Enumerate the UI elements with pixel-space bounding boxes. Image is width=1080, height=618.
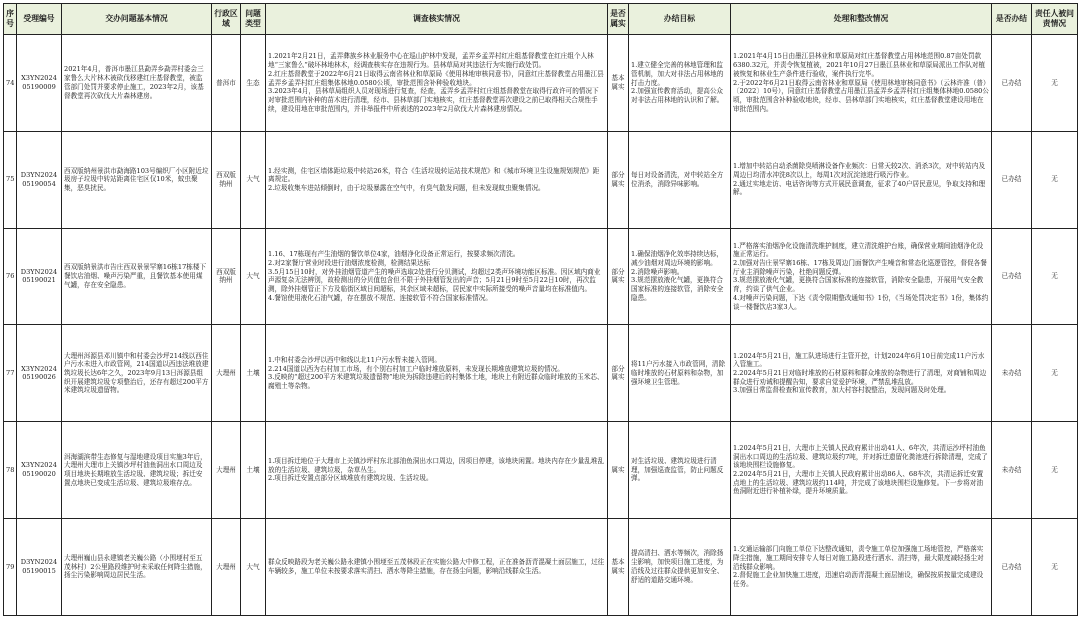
cell-type: 土壤 bbox=[241, 325, 266, 422]
cell-no: 77 bbox=[4, 325, 17, 422]
cell-goal: 每日对设备清洗，对中转站全方位消杀，消除异味影响。 bbox=[629, 131, 731, 228]
cell-investigation: 1.2021年2月21日，孟弄彝族乡林业服务中心在巡山护林中发现，孟弄乡孟弄村红庄组基督教堂在红庄组个人林地“三家鲁么”破坏林地林木，经调查核实存在违规行为。县林草局对其违法行为实施行政处罚。 2.红庄基督教堂于2022年6月21日取得云南省林业和草原局《使用林地审核同意书》，同意红庄基督教堂占用墨江县孟弄乡孟弄村红庄组集体林地0.0580公顷，审批范围含补种验收地块。 3.2023年4月，县林草局组织人员对现场进行复查，经查，孟弄乡孟弄村红庄组基督教堂在取得行政许可的情况下对审批范围内补种的苗木进行清理，经市、县林草部门实地核实，红庄基督教堂再次建设之前已取得相关合规性手续，建设用地在审批范围内，并非举报件中所表述的2023年2月砍伐大片森林建房情况。 bbox=[266, 35, 608, 132]
cell-verified: 部分属实 bbox=[608, 325, 629, 422]
cell-id: D3YN2024 05190015 bbox=[17, 518, 62, 615]
cell-accountability: 无 bbox=[1032, 228, 1078, 325]
cell-investigation: 1.16、17栋现有产生油烟的餐饮单位4家，油烟净化设备正常运行，按要求频次清洗。 2.对2家餐厅营业时段进行油烟浓度检测，检测结果达标 3.5月15日10时，对外挂油烟管道产生的噪声选取2处进行分贝测试，均超过2类声环境功能区标准。因区域内商业声源复杂无法辨别，故检测出的分贝值包含但不限于外挂烟管发出的声音；5月21日9时至5月22日10时，再次监测，除外挂烟管正下方及临街区域日间超标，其余区域未超标，居民家中实际所接受的噪声音量均在标准值内。 4.餐馆使用液化石油气罐，存在摆放不规范、连接软管不符合国家标准情况。 bbox=[266, 228, 608, 325]
cell-type: 大气 bbox=[241, 131, 266, 228]
header-goal: 办结目标 bbox=[629, 4, 731, 35]
cell-region: 普洱市 bbox=[212, 35, 241, 132]
cell-closed: 已办结 bbox=[992, 518, 1032, 615]
cell-handling: 1.2024年5月21日，施工队进场进行主管开挖，计划2024年6月10日前完成11户污水入管施工。 2.2024年5月21日对临时堆放的石材原料和群众堆放的杂物进行了清理，对商铺和周边群众进行劝诫和提醒告知，要求自觉爱护环境，严禁乱堆乱放。 3.加强日常监督检查和宣传教育，加大村容村貌整治，发现问题及时处理。 bbox=[731, 325, 992, 422]
table-row bbox=[4, 131, 1078, 228]
header-investigation: 调查核实情况 bbox=[266, 4, 608, 35]
header-region: 行政区域 bbox=[212, 4, 241, 35]
header-accountability: 责任人被问责情况 bbox=[1032, 4, 1078, 35]
cell-no: 76 bbox=[4, 228, 17, 325]
cell-type: 大气 bbox=[241, 228, 266, 325]
cell-no: 79 bbox=[4, 518, 17, 615]
cell-handling: 1.2021年4月15日由墨江县林业和草原局对红庄基督教堂占用林地范围0.87亩处罚款6380.32元，并责令恢复植被，2021年10月27日墨江县林业和草原局派出工作队对植被恢复和林业生产条件进行验收，案件执行完毕。 2.于2022年6月21日取得云南省林业和草原局《使用林地审核同意书》（云林许准（普）〔2022〕10号），同意红庄基督教堂占用墨江县孟弄乡孟弄村红庄组集体林地0.0580公顷，审批范围含补种验收地块，经市、县林草部门实地核实，红庄基督教堂建设用地在审批范围内。 bbox=[731, 35, 992, 132]
header-problem: 交办问题基本情况 bbox=[62, 4, 212, 35]
cell-id: X3YN2024 05190009 bbox=[17, 35, 62, 132]
cell-verified: 属实 bbox=[608, 422, 629, 519]
cell-investigation: 1.经实测，住宅区墙体距垃圾中转站26米，符合《生活垃圾转运站技术规范》和《城市环境卫生设施规划规范》距离规定。 2.垃圾收集车进站倾倒时，由于垃圾暴露在空气中，有臭气散发问题，但未发现蚊虫聚集情况。 bbox=[266, 131, 608, 228]
table-row bbox=[4, 325, 1078, 422]
cell-type: 土壤 bbox=[241, 422, 266, 519]
header-closed: 是否办结 bbox=[992, 4, 1032, 35]
cell-problem: 洱海湖滨带生态修复与湿地建设项目实施3年后，大理州大理市上关镇沙坪村油鱼洞出水口周边及项目地块长期堆放生活垃圾、建筑垃圾；拆迁安置点地块已变成生活垃圾、建筑垃圾堆存点。 bbox=[62, 422, 212, 519]
header-row bbox=[4, 4, 1078, 35]
header-no: 序号 bbox=[4, 4, 17, 35]
cell-type: 大气 bbox=[241, 518, 266, 615]
cell-handling: 1.严格落实油烟净化设施清洗维护制度，建立清洗维护台账，确保营业期间油烟净化设施正常运行。 2.加强对告庄景罕寨16栋、17栋及周边门面餐饮产生噪音和常态化巡逻管控，督促各餐厅业主消除噪声污染，杜绝问题反弹。 3.规范摆放液化气罐，更换符合国家标准的连接软管，消除安全隐患，开展用气安全教育，约谈了供气企业。 4.对噪声污染问题，下达《责令限期整改通知书》1份，《当场处罚决定书》1份，集体约谈一楼餐饮店3家3人。 bbox=[731, 228, 992, 325]
cell-region: 大理州 bbox=[212, 422, 241, 519]
cell-investigation: 1.中和村委会沙坪以西中和线以北11户污水暂未接入管网。 2.214国道以西为右村加工市场，有个别右村加工户临时堆放原料，未发现长期堆放建筑垃圾的情况。 3.反映的“超过200平方米建筑垃圾遗留物”地块为拆除违建后的村集体土地，地块上有附近群众临时堆放的玉米芯、腐殖土等杂物。 bbox=[266, 325, 608, 422]
cell-problem: 大理州洱源县邓川镇中和村委会沙坪214线以西住户污水未进入市政管网，214国道以西违法堆放建筑垃圾长达6年之久，2023年9月13日洱源县组织开展建筑垃圾专项整治后，还存有超过200平方米建筑垃圾遗留物。 bbox=[62, 325, 212, 422]
cell-goal: 1.确保油烟净化效率持续达标，减少油烟对周边环境的影响。 2.消除噪声影响。 3.规范摆放液化气罐，更换符合国家标准的连接软管，消除安全隐患。 bbox=[629, 228, 731, 325]
table-body bbox=[4, 35, 1078, 616]
cell-goal: 1.建立健全完善的林地管理和监管机制，加大对非法占用林地的打击力度。 2.加强宣传教育活动，提高公众对非法占用林地的认识和了解。 bbox=[629, 35, 731, 132]
table-row bbox=[4, 518, 1078, 615]
cell-region: 西双版纳州 bbox=[212, 131, 241, 228]
header-handling: 处理和整改情况 bbox=[731, 4, 992, 35]
cell-accountability: 无 bbox=[1032, 518, 1078, 615]
cell-no: 78 bbox=[4, 422, 17, 519]
cell-investigation: 1.项目拆迁地位于大理市上关镇沙坪村东北部油鱼洞出水口周边，因项目停建，该地块闲置。地块内存在少量乱堆乱放的生活垃圾、建筑垃圾，杂草丛生。 2.项目拆迁安置点部分区域堆放有建筑垃圾、生活垃圾。 bbox=[266, 422, 608, 519]
cell-investigation: 群众反映路段为老关巍公路永建镇小围埂至五茂林段正在实施公路大中修工程，正在准备沥青混凝土面层施工，过往车辆较多，施工单位未按要求落实清扫、洒水等降尘措施，存在扬尘问题，影响沿线群众生活。 bbox=[266, 518, 608, 615]
cell-closed: 已办结 bbox=[992, 228, 1032, 325]
cell-problem: 大理州巍山县永建镇老关巍公路（小围埂村至五茂林村）2公里路段维护时未采取任何降尘措施，扬尘污染影响周边居民生活。 bbox=[62, 518, 212, 615]
cell-id: X3YN2024 05190020 bbox=[17, 422, 62, 519]
header-type: 问题类型 bbox=[241, 4, 266, 35]
cell-verified: 基本属实 bbox=[608, 35, 629, 132]
cell-problem: 2021年4月，普洱市墨江县勐弄乡勐弄村委会三家鲁么大片林木被砍伐移建红庄基督教堂，被监管部门处罚并要求停止施工，2023年2月，该基督教堂再次砍伐大片森林建房。 bbox=[62, 35, 212, 132]
cell-closed: 已办结 bbox=[992, 35, 1032, 132]
cell-id: X3YN2024 05190026 bbox=[17, 325, 62, 422]
header-verified: 是否属实 bbox=[608, 4, 629, 35]
cell-id: D3YN2024 05190021 bbox=[17, 228, 62, 325]
report-sheet bbox=[3, 3, 1077, 615]
cell-goal: 提高清扫、洒水等频次，消除扬尘影响，加快项目施工进度，为沿线及过往群众提供更加安全、舒适的道路交通环境。 bbox=[629, 518, 731, 615]
cell-id: D3YN2024 05190054 bbox=[17, 131, 62, 228]
cell-handling: 1.增加中转站自动杀菌除臭喷淋设备作业频次：日常天较2次、消杀3次，对中转站内及周边日均清水冲洗8次以上，每周1次对沉淀池进行吸污作业。 2.通过实地走访、电话咨询等方式开展民意调查，征求了40户居民意见，争取支持和理解。 bbox=[731, 131, 992, 228]
cell-verified: 部分属实 bbox=[608, 131, 629, 228]
cell-handling: 1.2024年5月21日，大理市上关镇人民政府累计出动41人、6年次，共清运沙坪村油鱼洞出水口周边的生活垃圾、建筑垃圾约7吨，并对拆迁遗留化粪池进行拆除清理，完成了该地块围栏设施修复。 2.2024年5月21日，大理市上关镇人民政府累计出动86人、68车次，共清运拆迁安置点地上的生活垃圾、建筑垃圾约114吨，并完成了该地块围栏设施修复。下一步将对油鱼洞附近进行补植补绿，提升环境质量。 bbox=[731, 422, 992, 519]
cell-type: 生态 bbox=[241, 35, 266, 132]
complaint-table bbox=[3, 3, 1078, 616]
cell-accountability: 无 bbox=[1032, 131, 1078, 228]
cell-accountability: 无 bbox=[1032, 325, 1078, 422]
cell-handling: 1.交通运输部门向施工单位下达整改通知，责令施工单位加强施工场地管控，严格落实降尘措施，施工期间安排专人每日对施工路段进行洒水、清扫等，最大限度减轻扬尘对沿线群众影响。 2.督促施工企业加快施工进度，迅速启动沥青混凝土面层铺设，确保按质按量完成建设任务。 bbox=[731, 518, 992, 615]
table-row bbox=[4, 422, 1078, 519]
cell-problem: 西双版纳州景洪市勐海路103号编织厂小区附近垃圾房子垃圾中转站距离住宅区仅10米，蚊虫聚集，恶臭扰民。 bbox=[62, 131, 212, 228]
cell-no: 75 bbox=[4, 131, 17, 228]
cell-closed: 未办结 bbox=[992, 325, 1032, 422]
cell-region: 大理州 bbox=[212, 325, 241, 422]
table-row bbox=[4, 228, 1078, 325]
header-id: 受理编号 bbox=[17, 4, 62, 35]
cell-goal: 对生活垃圾、建筑垃圾进行清理，加强巡查监管，防止问题反弹。 bbox=[629, 422, 731, 519]
cell-accountability: 无 bbox=[1032, 422, 1078, 519]
cell-closed: 已办结 bbox=[992, 131, 1032, 228]
cell-accountability: 无 bbox=[1032, 35, 1078, 132]
cell-problem: 西双版纳景洪市告庄西双景景罕寨16栋17栋楼下餐饮店油烟、噪声污染严重，且餐饮基本使用煤气罐，存在安全隐患。 bbox=[62, 228, 212, 325]
cell-region: 西双版纳州 bbox=[212, 228, 241, 325]
cell-verified: 部分属实 bbox=[608, 228, 629, 325]
cell-verified: 基本属实 bbox=[608, 518, 629, 615]
cell-closed: 未办结 bbox=[992, 422, 1032, 519]
cell-region: 大理州 bbox=[212, 518, 241, 615]
cell-no: 74 bbox=[4, 35, 17, 132]
cell-goal: 将11户污水接入市政管网，清除临时堆放的石材原料和杂物，加强环境卫生管理。 bbox=[629, 325, 731, 422]
table-row bbox=[4, 35, 1078, 132]
